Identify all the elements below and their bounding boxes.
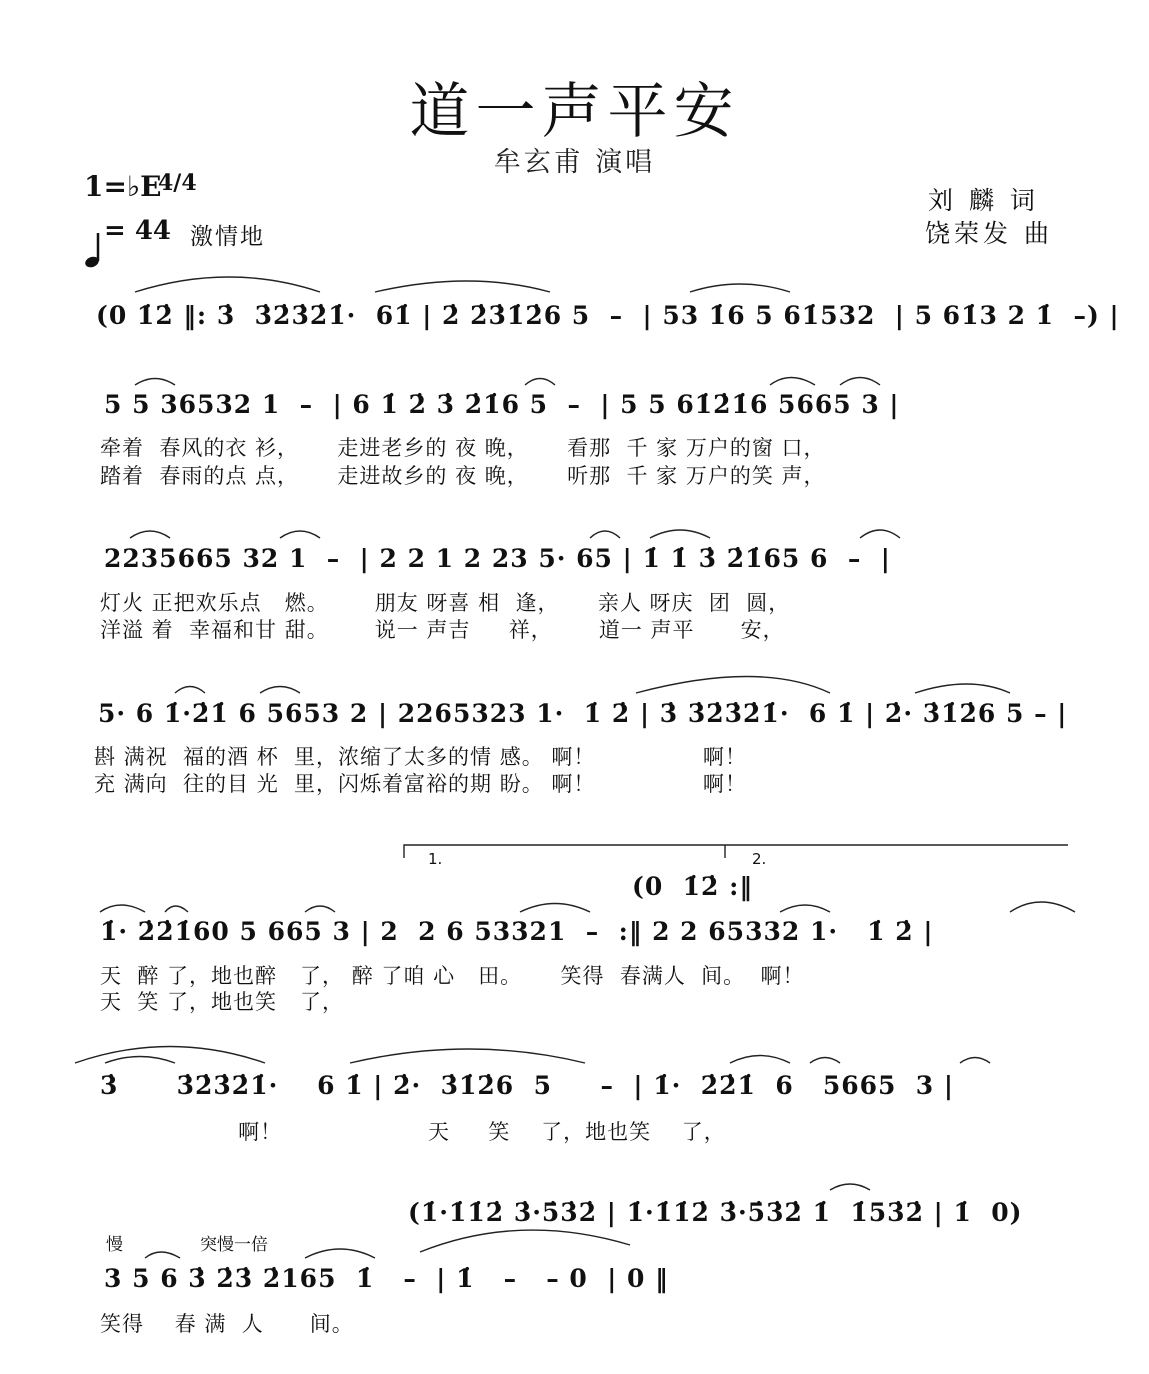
score-line-5-pickup: (0 1̇2̇ :‖: [632, 872, 753, 901]
score-line-3-lyrics-1: 灯火 正把欢乐点 燃。 朋友 呀喜 相 逢， 亲人 呀庆 团 圆，: [100, 591, 791, 615]
expression-mark: 激情地: [190, 224, 265, 250]
singer-credit: 牟玄甫 演唱: [493, 147, 656, 178]
score-line-5-notes: 1̇· 2̇2̇1̇60 5 665 3 | 2 2 6 53321 – :‖ 2 2 65332 1· 1̇ 2̇ |: [100, 917, 934, 946]
score-line-6-notes: 3̇ 3̇2̇3̇2̇1̇· 6 1̇ | 2̇· 3̇1̇2̇6 5 – | 1̇· 2̇2̇1̇ 6 5665 3 |: [100, 1071, 955, 1100]
tempo-mark-sudden-slow: 突慢一倍: [200, 1235, 268, 1255]
score-line-5-lyrics-2: 天 笑 了，地也笑 了，: [100, 990, 345, 1014]
volta-2-label: 2.: [752, 850, 767, 868]
score-line-3-notes: 2235665 32 1 – | 2 2 1 2 23 5· 65 | 1̇ 1̇ 3̇ 2̇1̇65 6 – |: [104, 544, 891, 573]
score-line-6-lyrics-1: 啊！ 天 笑 了，地也笑 了，: [100, 1120, 726, 1144]
score-line-5-lyrics-1: 天 醉 了，地也醉 了， 醉 了咱 心 田。 笑得 春满人 间。 啊！: [100, 964, 805, 988]
key-signature: 1=♭E: [84, 170, 162, 203]
volta-1-label: 1.: [428, 850, 443, 868]
tempo-value: = 44: [104, 216, 172, 246]
score-line-7-instrumental: (1̇·1̇1̇2̇ 3̇·5̇3̇2̇ | 1̇·1̇1̇2̇ 3̇·5̇3̇2̇ 1̇ 1̇53̇2̇ | 1̇ 0): [408, 1198, 1023, 1227]
lyricist-credit: 刘 麟 词: [928, 186, 1039, 215]
tempo-mark-slow: 慢: [106, 1235, 123, 1255]
composer-credit: 饶荣发 曲: [925, 219, 1053, 248]
score-line-4-lyrics-1: 斟 满祝 福的酒 杯 里，浓缩了太多的情 感。 啊！ 啊！: [94, 745, 747, 769]
score-line-7-notes: 3 5 6 3̇ 2̇3̇ 2̇165 1̇ – | 1̇ – – 0 | 0 ‖: [104, 1264, 669, 1293]
score-line-2-lyrics-2: 踏着 春雨的点 点， 走进故乡的 夜 晚， 听那 千 家 万户的笑 声，: [100, 464, 826, 488]
score-line-2-notes: 5 5 36532 1 – | 6 1̇ 2̇ 3̇ 2̇1̇6 5 – | 5 5 61̇2̇1̇6 5665 3 |: [104, 390, 900, 419]
time-signature: 4/4: [158, 170, 197, 196]
score-line-3-lyrics-2: 洋溢 着 幸福和甘 甜。 说一 声吉 祥， 道一 声平 安，: [100, 618, 785, 642]
score-line-7-lyrics-1: 笑得 春 满 人 间。: [100, 1312, 354, 1336]
score-line-2-lyrics-1: 牵着 春风的衣 衫， 走进老乡的 夜 晚， 看那 千 家 万户的窗 口，: [100, 436, 826, 460]
score-line-1-notes: (0 1̇2̇ ‖: 3̇ 3̇2̇3̇2̇1̇· 61̇ | 2̇ 2̇3̇1̇2̇6 5 – | 53 1̇6 5 61̇532 | 5 61̇3 2 1̇ –) |: [96, 301, 1120, 330]
score-line-4-notes: 5· 6 1̇·2̇1̇ 6 5653 2 | 2265323 1· 1̇ 2̇ | 3̇ 3̇2̇3̇2̇1̇· 6 1̇ | 2̇· 3̇1̇2̇6 5 – |: [98, 699, 1068, 728]
quarter-note-icon: [74, 212, 104, 275]
score-line-4-lyrics-2: 充 满向 往的目 光 里，闪烁着富裕的期 盼。 啊！ 啊！: [94, 772, 747, 796]
song-title: 道一声平安: [409, 77, 740, 147]
